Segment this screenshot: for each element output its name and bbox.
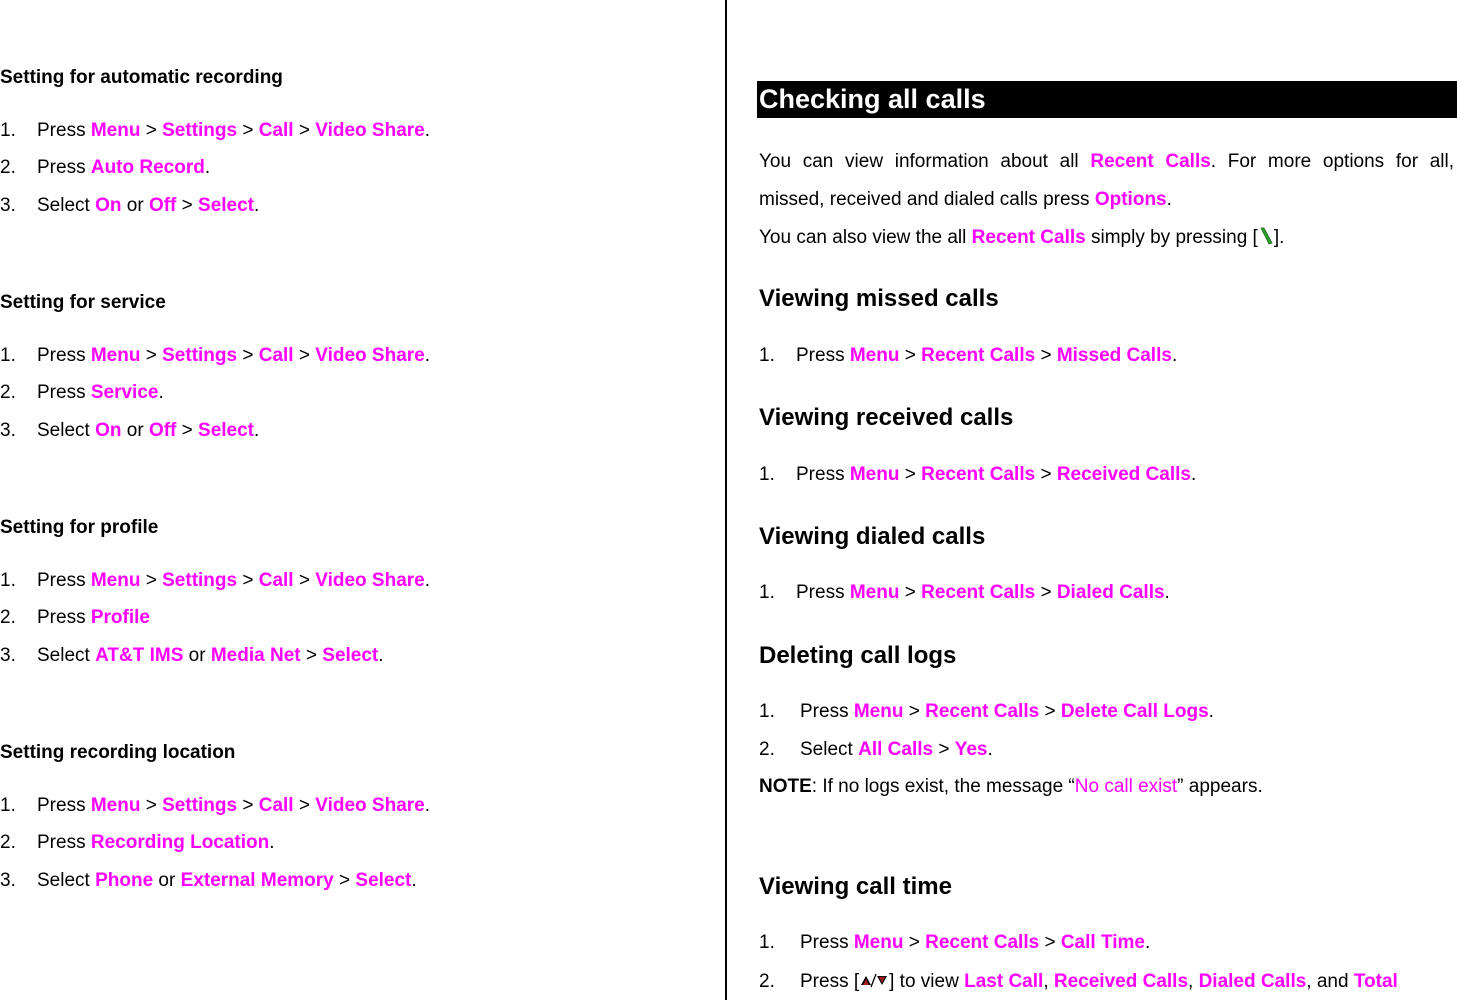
- period: .: [987, 739, 993, 760]
- step-number: 3.: [0, 645, 16, 666]
- step-item: [0, 870, 417, 892]
- step-text: Select: [37, 195, 96, 216]
- separator: >: [176, 195, 199, 216]
- key-att-ims: AT&T IMS: [95, 645, 184, 666]
- separator: or: [153, 870, 181, 891]
- separator: >: [899, 345, 922, 366]
- key-menu: Menu: [90, 795, 141, 816]
- period: .: [254, 420, 260, 441]
- step-item: [759, 582, 1170, 604]
- step-number: 2.: [759, 971, 775, 992]
- key-video-share: Video Share: [315, 345, 425, 366]
- separator: >: [933, 739, 955, 760]
- separator: >: [293, 345, 316, 366]
- step-item: [0, 795, 430, 817]
- navigation-up-down-icon: [859, 970, 889, 990]
- key-service: Service: [90, 382, 159, 403]
- separator: >: [140, 345, 163, 366]
- section-title-service: Setting for service: [0, 292, 166, 313]
- separator: >: [237, 120, 259, 141]
- step-number: 3.: [0, 870, 16, 891]
- step-text: Select: [800, 739, 859, 760]
- step-item: [0, 420, 259, 442]
- separator: >: [300, 645, 323, 666]
- intro-text: ].: [1273, 227, 1285, 248]
- step-text: Press: [37, 832, 91, 853]
- period: .: [1144, 932, 1151, 953]
- step-number: 2.: [0, 157, 16, 178]
- step-number: 3.: [0, 195, 16, 216]
- heading-deleting-call-logs: Deleting call logs: [759, 642, 957, 669]
- separator: or: [183, 645, 211, 666]
- separator: >: [140, 120, 163, 141]
- key-menu: Menu: [90, 120, 141, 141]
- key-call: Call: [258, 795, 294, 816]
- key-settings: Settings: [162, 120, 238, 141]
- step-number: 1.: [759, 464, 775, 485]
- step-text: Press: [796, 345, 850, 366]
- step-number: 3.: [0, 420, 16, 441]
- key-menu: Menu: [849, 345, 900, 366]
- step-text: Press: [37, 607, 91, 628]
- separator: >: [140, 570, 163, 591]
- step-item: [759, 739, 993, 761]
- separator: >: [1035, 582, 1057, 603]
- step-item: [0, 832, 275, 854]
- separator: >: [899, 582, 922, 603]
- intro-text: simply by pressing [: [1085, 227, 1258, 248]
- key-video-share: Video Share: [315, 570, 425, 591]
- separator: >: [237, 795, 259, 816]
- step-item: [0, 570, 430, 592]
- period: .: [424, 345, 431, 366]
- separator: >: [1039, 932, 1061, 953]
- heading-received-calls: Viewing received calls: [759, 404, 1014, 431]
- period: .: [378, 645, 384, 666]
- key-recent-calls: Recent Calls: [1090, 151, 1211, 172]
- step-item: [759, 932, 1150, 954]
- period: .: [269, 832, 275, 853]
- period: .: [1208, 701, 1214, 722]
- key-received-calls: Received Calls: [1056, 464, 1191, 485]
- key-settings: Settings: [162, 570, 238, 591]
- step-number: 1.: [759, 582, 775, 603]
- key-select: Select: [322, 645, 379, 666]
- step-text: Press: [37, 570, 91, 591]
- key-menu: Menu: [853, 932, 904, 953]
- right-column: [757, 0, 1457, 1000]
- heading-dialed-calls: Viewing dialed calls: [759, 523, 986, 550]
- key-recent-calls: Recent Calls: [921, 345, 1036, 366]
- key-external-memory: External Memory: [180, 870, 334, 891]
- intro-line-1: [759, 151, 1454, 173]
- key-options: Options: [1094, 189, 1167, 210]
- period: .: [254, 195, 260, 216]
- period: .: [424, 570, 431, 591]
- intro-text: . For more options for all,: [1210, 151, 1454, 172]
- key-phone: Phone: [95, 870, 154, 891]
- key-menu: Menu: [849, 464, 900, 485]
- key-select: Select: [198, 420, 255, 441]
- step-text: Press: [796, 582, 850, 603]
- key-recent-calls: Recent Calls: [921, 582, 1036, 603]
- section-title-auto-recording: Setting for automatic recording: [0, 67, 283, 88]
- column-divider: [725, 0, 727, 1000]
- step-text: Press: [37, 157, 91, 178]
- key-call: Call: [258, 570, 294, 591]
- send-key-icon: [1258, 226, 1274, 246]
- separator: ,: [1188, 971, 1199, 992]
- key-received-calls: Received Calls: [1053, 971, 1189, 992]
- step-number: 2.: [0, 382, 16, 403]
- key-media-net: Media Net: [210, 645, 301, 666]
- step-number: 1.: [0, 570, 16, 591]
- period: .: [204, 157, 211, 178]
- separator: >: [333, 870, 356, 891]
- key-recent-calls: Recent Calls: [925, 701, 1040, 722]
- key-menu: Menu: [90, 345, 141, 366]
- key-yes: Yes: [954, 739, 988, 760]
- separator: or: [121, 195, 149, 216]
- step-text: Press: [37, 382, 91, 403]
- period: .: [411, 870, 417, 891]
- key-select: Select: [198, 195, 255, 216]
- period: .: [424, 795, 431, 816]
- step-item: [0, 195, 259, 217]
- separator: >: [1035, 345, 1057, 366]
- step-item: [0, 607, 150, 629]
- key-recent-calls: Recent Calls: [925, 932, 1040, 953]
- note-line: [759, 776, 1263, 798]
- step-text: Select: [37, 870, 96, 891]
- step-number: 1.: [0, 795, 16, 816]
- key-profile: Profile: [90, 607, 150, 628]
- key-last-call: Last Call: [964, 971, 1044, 992]
- separator: >: [899, 464, 922, 485]
- step-item: [759, 970, 1398, 993]
- step-item: [0, 645, 384, 667]
- key-on: On: [95, 195, 122, 216]
- key-dialed-calls: Dialed Calls: [1056, 582, 1165, 603]
- key-video-share: Video Share: [315, 120, 425, 141]
- step-item: [759, 701, 1214, 723]
- step-text: Press [: [800, 971, 860, 992]
- key-recording-location: Recording Location: [90, 832, 270, 853]
- note-label: NOTE: [759, 776, 812, 797]
- period: .: [158, 382, 164, 403]
- key-on: On: [95, 420, 122, 441]
- step-item: [759, 464, 1196, 486]
- step-number: 2.: [0, 832, 16, 853]
- step-text: ] to view: [889, 971, 965, 992]
- step-text: Press: [800, 932, 854, 953]
- period: .: [1190, 464, 1197, 485]
- intro-text: You can also view the all: [759, 227, 972, 248]
- key-recent-calls: Recent Calls: [971, 227, 1086, 248]
- key-total: Total: [1353, 971, 1398, 992]
- separator: >: [903, 701, 926, 722]
- step-item: [0, 345, 430, 367]
- key-settings: Settings: [162, 345, 238, 366]
- key-auto-record: Auto Record: [90, 157, 205, 178]
- key-settings: Settings: [162, 795, 238, 816]
- separator: >: [293, 795, 316, 816]
- key-menu: Menu: [853, 701, 904, 722]
- note-message: No call exist: [1074, 776, 1178, 797]
- step-number: 2.: [0, 607, 16, 628]
- separator: >: [1035, 464, 1057, 485]
- step-text: Select: [37, 645, 96, 666]
- period: .: [1171, 345, 1178, 366]
- step-item: [759, 345, 1177, 367]
- key-all-calls: All Calls: [858, 739, 934, 760]
- separator: >: [237, 345, 259, 366]
- key-delete-call-logs: Delete Call Logs: [1060, 701, 1209, 722]
- step-text: Press: [37, 120, 91, 141]
- period: .: [1166, 189, 1172, 210]
- key-call: Call: [258, 120, 294, 141]
- key-dialed-calls: Dialed Calls: [1198, 971, 1307, 992]
- key-missed-calls: Missed Calls: [1056, 345, 1172, 366]
- left-column: [0, 0, 725, 1000]
- separator: >: [1039, 701, 1061, 722]
- period: .: [1164, 582, 1170, 603]
- section-banner: Checking all calls: [757, 81, 1457, 118]
- step-text: Press: [37, 345, 91, 366]
- section-title-recording-location: Setting recording location: [0, 742, 236, 763]
- step-number: 1.: [759, 345, 775, 366]
- step-item: [0, 120, 430, 142]
- heading-call-time: Viewing call time: [759, 873, 952, 900]
- step-text: Press: [796, 464, 850, 485]
- intro-line-3: [759, 226, 1454, 249]
- key-off: Off: [148, 420, 177, 441]
- step-item: [0, 157, 210, 179]
- section-title-profile: Setting for profile: [0, 517, 159, 538]
- step-number: 2.: [759, 739, 775, 760]
- intro-line-2: [759, 189, 1454, 211]
- step-number: 1.: [759, 701, 775, 722]
- key-menu: Menu: [90, 570, 141, 591]
- step-text: Press: [800, 701, 854, 722]
- intro-text: missed, received and dialed calls press: [759, 189, 1095, 210]
- step-number: 1.: [0, 120, 16, 141]
- period: .: [424, 120, 431, 141]
- step-item: [0, 382, 164, 404]
- step-number: 1.: [0, 345, 16, 366]
- separator: >: [293, 120, 316, 141]
- key-off: Off: [148, 195, 177, 216]
- separator: or: [121, 420, 149, 441]
- key-recent-calls: Recent Calls: [921, 464, 1036, 485]
- step-text: Select: [37, 420, 96, 441]
- key-call: Call: [258, 345, 294, 366]
- note-text: : If no logs exist, the message “: [811, 776, 1075, 797]
- intro-text: You can view information about all: [759, 151, 1091, 172]
- key-video-share: Video Share: [315, 795, 425, 816]
- separator: ,: [1043, 971, 1054, 992]
- separator: , and: [1306, 971, 1354, 992]
- separator: >: [293, 570, 316, 591]
- separator: >: [903, 932, 926, 953]
- heading-missed-calls: Viewing missed calls: [759, 285, 999, 312]
- separator: >: [237, 570, 259, 591]
- separator: >: [140, 795, 163, 816]
- key-menu: Menu: [849, 582, 900, 603]
- note-text: ” appears.: [1177, 776, 1263, 797]
- separator: >: [176, 420, 199, 441]
- key-select: Select: [355, 870, 412, 891]
- key-call-time: Call Time: [1060, 932, 1145, 953]
- step-text: Press: [37, 795, 91, 816]
- step-number: 1.: [759, 932, 775, 953]
